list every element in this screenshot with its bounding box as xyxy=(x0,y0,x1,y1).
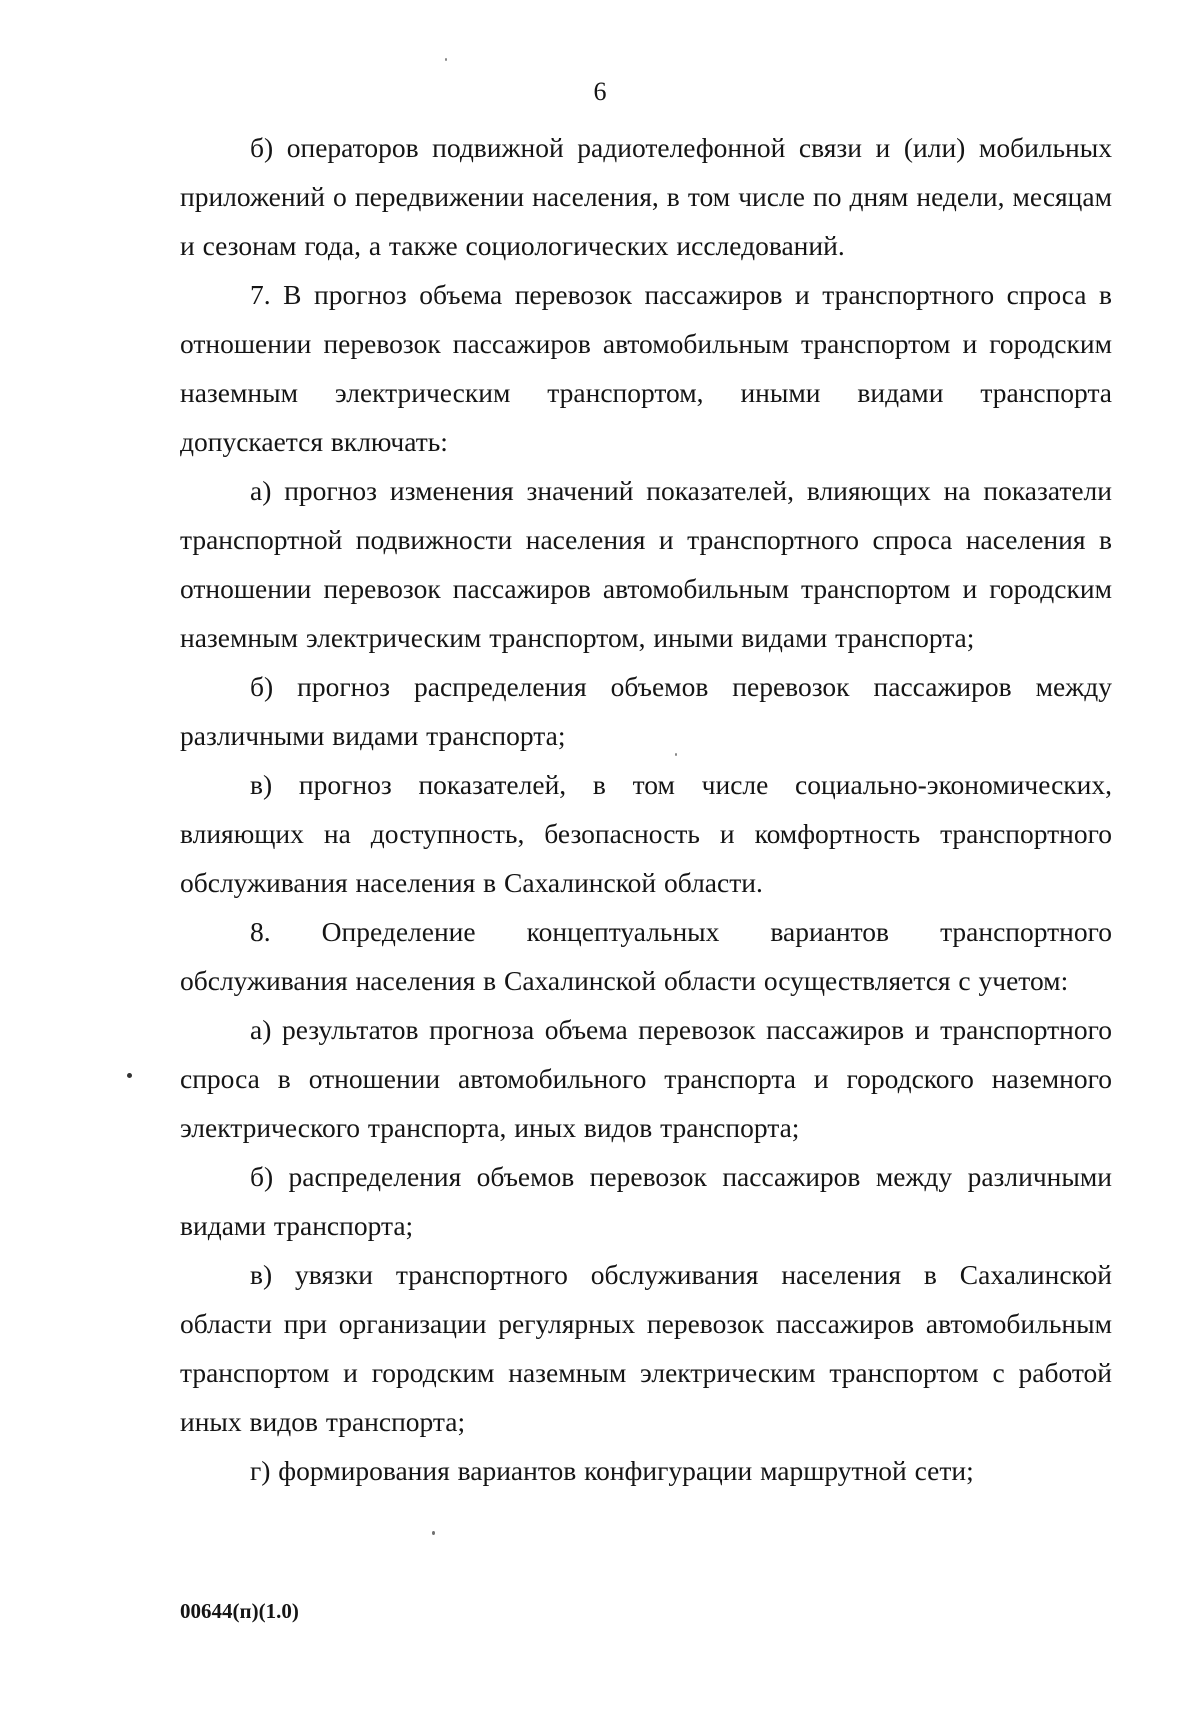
page-number: 6 xyxy=(593,77,607,106)
paragraph-7b-distribution-forecast: б) прогноз распределения объемов перевозок пассажиров между различными видами транспорта; xyxy=(180,671,1112,751)
document-body xyxy=(180,123,1112,1495)
paragraph-6b-mobile-operators: б) операторов подвижной радиотелефонной связи и (или) мобильных приложений о передвижении населения, в том числе по дням недели, месяцам и сезонам года, а также социологических исследований. xyxy=(180,132,1112,261)
scan-speck xyxy=(432,1531,435,1535)
document-code: 00644(п)(1.0) xyxy=(180,1599,299,1623)
paragraph-7a-indicator-forecast: а) прогноз изменения значений показателей, влияющих на показатели транспортной подвижности населения и транспортного спроса населения в отношении перевозок пассажиров автомобильным транспортом и городским наземным электрическим транспортом, иными видами транспорта; xyxy=(180,475,1112,653)
scan-speck xyxy=(675,753,677,756)
paragraph-8b-volume-distribution: б) распределения объемов перевозок пассажиров между различными видами транспорта; xyxy=(180,1161,1112,1241)
paragraph-8-concept-variants: 8. Определение концептуальных вариантов транспортного обслуживания населения в Сахалинской области осуществляется с учетом: xyxy=(180,916,1112,996)
scan-speck xyxy=(445,58,447,61)
paragraph-7-forecast-contents: 7. В прогноз объема перевозок пассажиров и транспортного спроса в отношении перевозок пассажиров автомобильным транспортом и городским наземным электрическим транспортом, иными видами транспорта допускается включать: xyxy=(180,279,1112,457)
paragraph-7v-socioeconomic-forecast: в) прогноз показателей, в том числе социально-экономических, влияющих на доступность, безопасность и комфортность транспортного обслуживания населения в Сахалинской области. xyxy=(180,769,1112,898)
scan-speck xyxy=(127,1073,132,1078)
paragraph-8g-route-network: г) формирования вариантов конфигурации маршрутной сети; xyxy=(250,1455,974,1486)
paragraph-8a-forecast-results: а) результатов прогноза объема перевозок пассажиров и транспортного спроса в отношении автомобильного транспорта и городского наземного электрического транспорта, иных видов транспорта; xyxy=(180,1014,1112,1143)
paragraph-8v-transport-linkage: в) увязки транспортного обслуживания населения в Сахалинской области при организации регулярных перевозок пассажиров автомобильным транспортом и городским наземным электрическим транспортом с работой иных видов транспорта; xyxy=(180,1259,1112,1437)
